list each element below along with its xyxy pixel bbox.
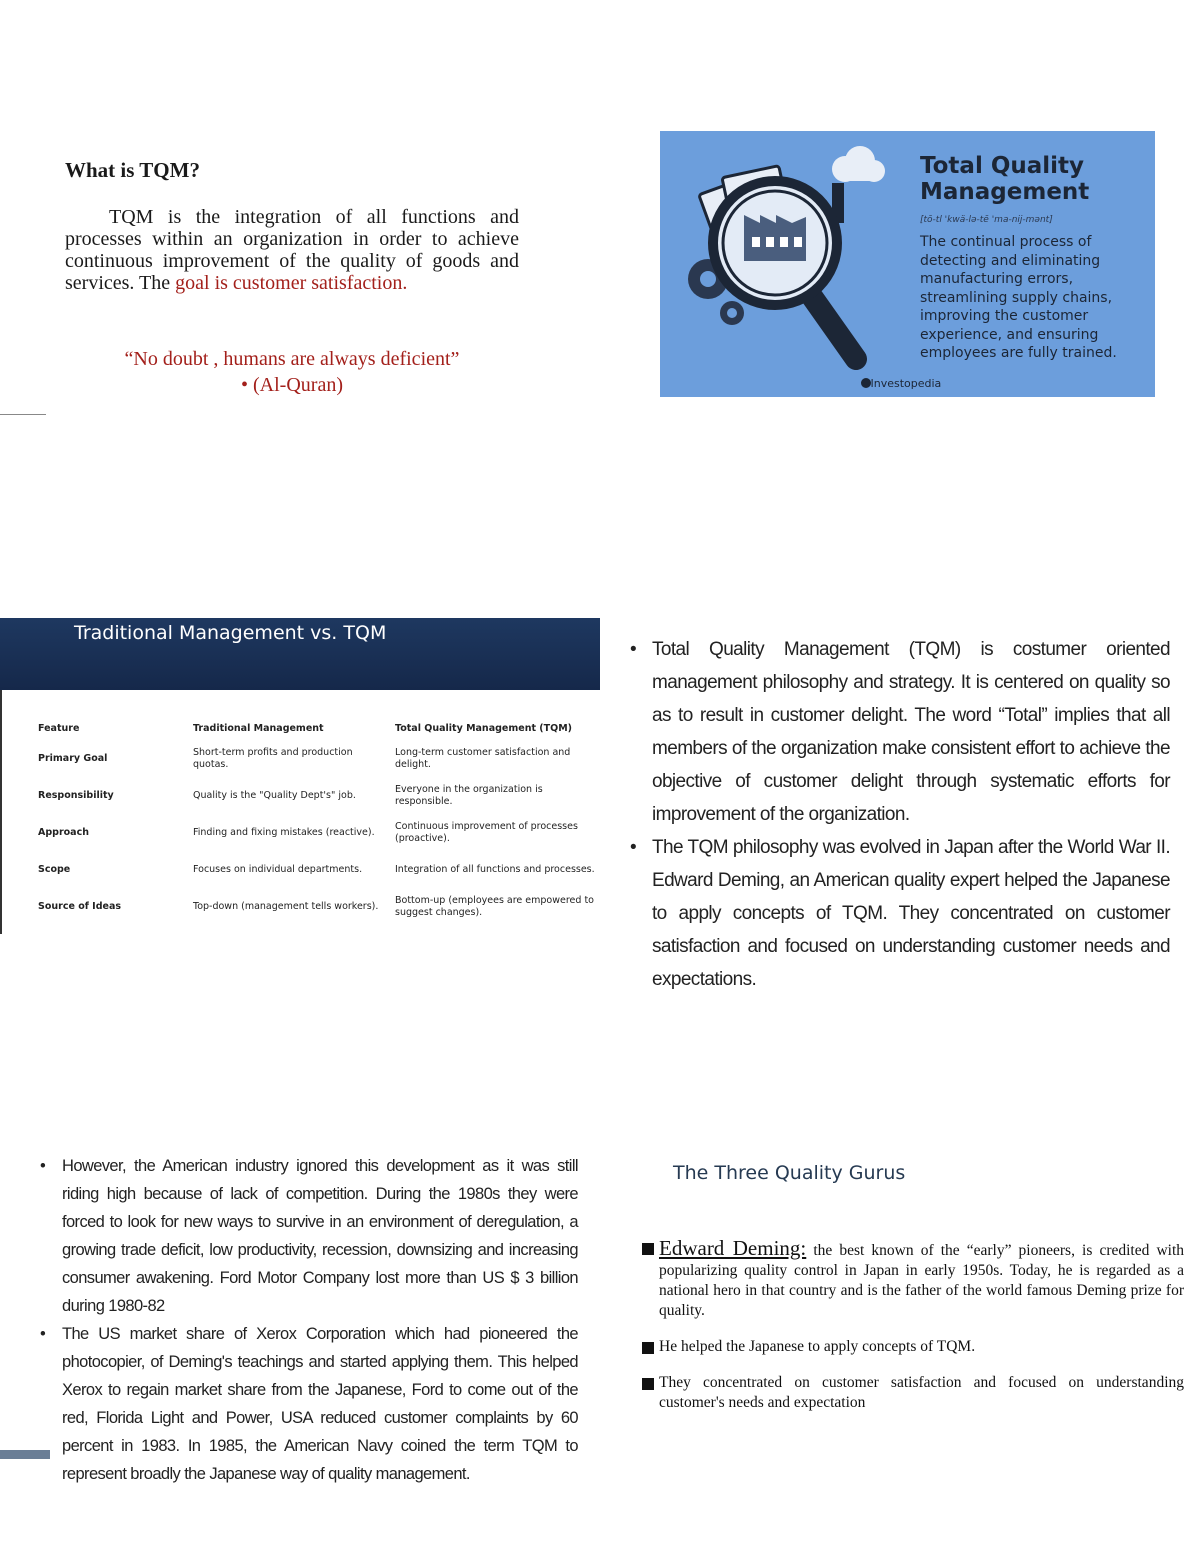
cell-traditional: Finding and fixing mistakes (reactive). <box>193 826 375 838</box>
guru-point <box>642 1238 1184 1321</box>
slide1-body <box>65 206 519 294</box>
square-bullet-icon <box>642 1243 654 1255</box>
cell-feature: Primary Goal <box>38 752 108 764</box>
bullet-list <box>630 633 1170 996</box>
tqm-history-slide <box>40 1152 578 1488</box>
header-tqm: Total Quality Management (TQM) <box>395 723 572 734</box>
card-pronunciation: [tō-tl 'kwä-lə-tē 'ma-nij-mənt] <box>920 215 1053 225</box>
list-item <box>40 1320 578 1488</box>
bullet-icon: • <box>630 639 637 660</box>
slide1-heading: What is TQM? <box>65 158 200 182</box>
cell-feature: Scope <box>38 863 71 875</box>
header-feature: Feature <box>38 723 80 734</box>
bullet-icon: • <box>630 837 637 858</box>
cell-tqm: Integration of all functions and processes. <box>395 863 595 875</box>
corner-tag <box>0 1450 50 1459</box>
cell-traditional: Quality is the "Quality Dept's" job. <box>193 789 356 801</box>
guru-name: Edward Deming: <box>659 1236 807 1260</box>
header-traditional: Traditional Management <box>193 723 324 734</box>
cell-traditional: Focuses on individual departments. <box>193 863 363 875</box>
guru-description: the best known of the “early” pioneers, is credited with popularizing quality control in Japan in early 1950s. Today, he is regarded as a national hero in that country and is the father of the world famous Deming prize for quality. <box>659 1242 1185 1319</box>
cell-feature: Approach <box>38 826 89 838</box>
bullet-icon: • <box>40 1157 46 1175</box>
comparison-table <box>38 718 598 925</box>
cell-traditional: Top-down (management tells workers). <box>193 900 379 912</box>
cell-tqm: Everyone in the organization is responsible. <box>395 783 543 807</box>
guru-point <box>642 1373 1184 1413</box>
table-row <box>38 777 598 814</box>
cell-tqm: Continuous improvement of processes (proactive). <box>395 820 578 844</box>
table-row <box>38 851 598 888</box>
square-bullet-icon <box>642 1342 654 1354</box>
list-item <box>40 1152 578 1320</box>
slide1-quote-block <box>65 346 519 398</box>
list-item <box>630 831 1170 996</box>
table-header-row <box>38 718 598 740</box>
tqm-definition-card <box>660 131 1155 397</box>
list-item-text: The TQM philosophy was evolved in Japan after the World War II. Edward Deming, an American quality expert helped the Japanese to apply concepts of TQM. They concentrated on customer satisfaction and focused on understanding customer needs and expectations. <box>652 837 1170 990</box>
card-brand <box>860 377 941 390</box>
list-item-text: However, the American industry ignored this development as it was still riding high because of lack of competition. During the 1980s they were forced to look for new ways to survive in an environment of deregulation, a growing trade deficit, low productivity, recession, downsizing and increasing consumer awakening. Ford Motor Company lost more than US $ 3 billion during 1980-82 <box>62 1157 578 1315</box>
slide1-goal-text: goal is customer satisfaction. <box>175 272 408 294</box>
brand-name: Investopedia <box>870 377 942 390</box>
cell-feature: Responsibility <box>38 789 114 801</box>
list-item-text: Total Quality Management (TQM) is costumer oriented management philosophy and strategy. It is centered on quality so as to result in customer delight. The word “Total” implies that all members of the organization make consistent effort to achieve the objective of customer delight through systematic efforts for improvement of the organization. <box>652 639 1170 825</box>
guru-point-text: He helped the Japanese to apply concepts of TQM. <box>659 1338 976 1355</box>
table-row <box>38 740 598 777</box>
gurus-title: The Three Quality Gurus <box>673 1162 906 1184</box>
comparison-title: Traditional Management vs. TQM <box>74 622 387 644</box>
slide1-quote: “No doubt , humans are always deficient” <box>124 348 460 370</box>
gurus-content <box>642 1238 1184 1429</box>
list-item <box>630 633 1170 831</box>
cell-tqm: Long-term customer satisfaction and delight. <box>395 746 571 770</box>
card-definition: The continual process of detecting and eliminating manufacturing errors, streamlining supply chains, improving the customer experience, and ensuring employees are fully trained. <box>920 234 1117 361</box>
divider-line <box>0 414 46 415</box>
table-row <box>38 888 598 925</box>
slide-edge <box>0 690 2 934</box>
bullet-icon: • <box>40 1325 46 1343</box>
cell-feature: Source of Ideas <box>38 900 122 912</box>
cell-tqm: Bottom-up (employees are empowered to suggest changes). <box>395 894 594 918</box>
table-row <box>38 814 598 851</box>
square-bullet-icon <box>642 1378 654 1390</box>
bullet-list <box>40 1152 578 1488</box>
list-item-text: The US market share of Xerox Corporation which had pioneered the photocopier, of Deming's teachings and started applying them. This helped Xerox to regain market share from the Japanese, Ford to come out of the red, Florida Light and Power, USA reduced customer complaints by 60 percent in 1983. In 1985, the American Navy coined the term TQM to represent broadly the Japanese way of quality management. <box>62 1325 578 1483</box>
tqm-overview-slide <box>630 633 1170 996</box>
slide1-body-main: TQM is the integration of all functions and processes within an organization in order to achieve continuous improvement of the quality of goods and services. The <box>65 206 519 294</box>
card-title: Total Quality Management <box>920 153 1090 205</box>
cell-traditional: Short-term profits and production quotas. <box>193 746 353 770</box>
cloud-icon <box>832 146 885 182</box>
slide1-quote-source: • (Al-Quran) <box>241 374 343 396</box>
guru-point-text: They concentrated on customer satisfaction and focused on understanding customer's needs and expectation <box>659 1374 1184 1411</box>
guru-point <box>642 1337 1184 1357</box>
